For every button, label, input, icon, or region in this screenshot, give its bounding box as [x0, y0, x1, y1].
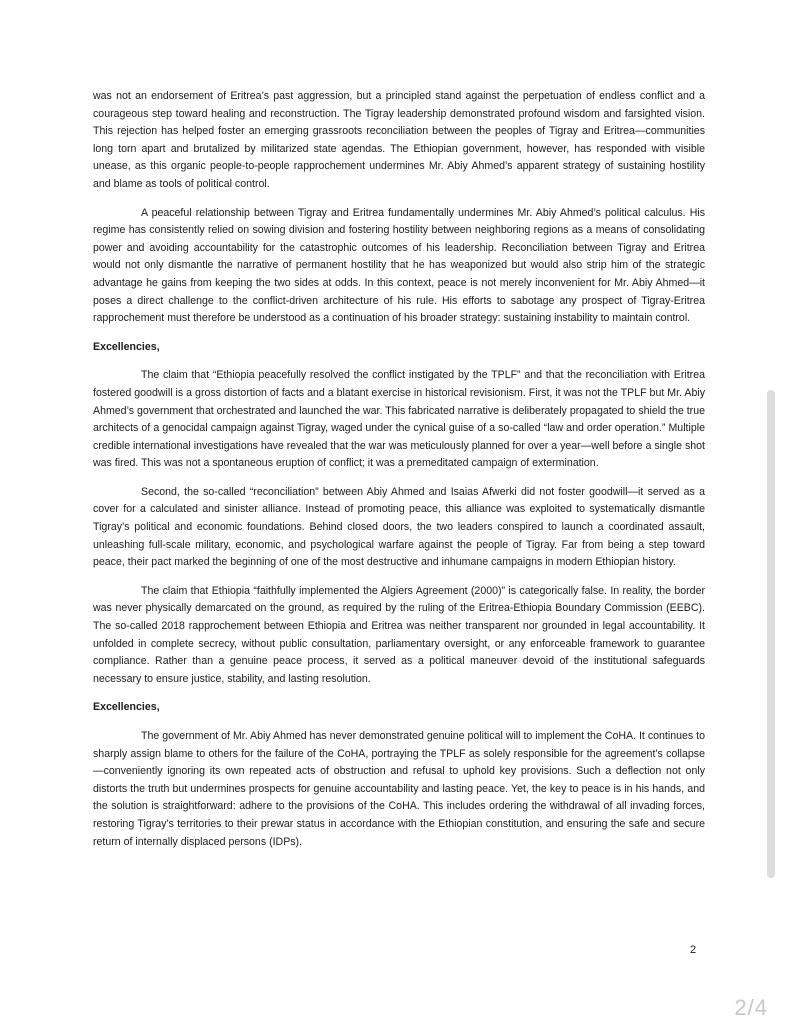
paragraph: was not an endorsement of Eritrea’s past aggression, but a principled stand against the perpetuation of endless conflict and a courageous step toward healing and reconstruction. The Tigray leadership demonstrated profound wisdom and farsighted vision. This rejection has helped foster an emerging grassroots reconciliation between the peoples of Tigray and Eritrea—communities long torn apart and brutalized by militarized state agendas. The Ethiopian government, however, has responded with visible unease, as this organic people-to-people rapprochement undermines Mr. Abiy Ahmed’s apparent strategy of sustaining hostility and blame as tools of political control.: [93, 90, 705, 190]
page-number: 2: [690, 944, 697, 956]
section-heading: Excellencies,: [93, 340, 160, 353]
paragraph: A peaceful relationship between Tigray and Eritrea fundamentally undermines Mr. Abiy Ahmed’s political calculus. His regime has consistently relied on sowing division and fostering hostility between neighboring regions as a means of consolidating power and avoiding accountability for the catastrophic outcomes of his leadership. Reconciliation between Tigray and Eritrea would not only dismantle the narrative of permanent hostility that he has weaponized but would also strip him of the strategic advantage he gains from keeping the two sides at odds. In this context, peace is not merely inconvenient for Mr. Abiy Ahmed—it poses a direct challenge to the conflict-driven architecture of his rule. His efforts to sabotage any prospect of Tigray-Eritrea rapprochement must therefore be understood as a continuation of his broader strategy: sustaining instability to maintain control.: [93, 206, 705, 325]
vertical-scrollbar[interactable]: [767, 390, 775, 878]
paragraph: The claim that “Ethiopia peacefully resolved the conflict instigated by the TPLF” and that the reconciliation with Eritrea fostered goodwill is a gross distortion of facts and a blatant exercise in historical revisionism. First, it was not the TPLF but Mr. Abiy Ahmed’s government that orchestrated and launched the war. This fabricated narrative is deliberately propagated to shield the true architects of a genocidal campaign against Tigray, waged under the cynical guise of a so-called “law and order operation.” Multiple credible international investigations have revealed that the war was meticulously planned for over a year—well before a single shot was fired. This was not a spontaneous eruption of conflict; it was a premeditated campaign of extermination.: [93, 369, 705, 470]
paragraph: The government of Mr. Abiy Ahmed has never demonstrated genuine political will to implement the CoHA. It continues to sharply assign blame to others for the failure of the CoHA, portraying the TPLF as solely responsible for the agreement’s collapse—conveniently ignoring its own repeated acts of obstruction and refusal to uphold key provisions. Such a deflection not only distorts the truth but undermines prospects for genuine accountability and lasting peace. Yet, the key to peace is in his hands, and the solution is straightforward: adhere to the provisions of the CoHA. This includes ordering the withdrawal of all invading forces, restoring Tigray’s territories to their prewar status in accordance with the Ethiopian constitution, and ensuring the safe and secure return of internally displaced persons (IDPs).: [93, 730, 705, 848]
paragraph: Second, the so-called “reconciliation” between Abiy Ahmed and Isaias Afwerki did not foster goodwill—it served as a cover for a calculated and sinister alliance. Instead of promoting peace, this alliance was exploited to systematically dismantle Tigray’s political and economic foundations. Behind closed doors, the two leaders conspired to launch a coordinated assault, unleashing full-scale military, economic, and psychological warfare against the people of Tigray. Far from being a step toward peace, their pact marked the beginning of one of the most destructive and inhumane campaigns in modern Ethiopian history.: [93, 485, 705, 569]
page-counter: 2/4: [734, 995, 768, 1020]
paragraph: The claim that Ethiopia “faithfully implemented the Algiers Agreement (2000)” is categorically false. In reality, the border was never physically demarcated on the ground, as required by the ruling of the Eritrea-Ethiopia Boundary Commission (EEBC). The so-called 2018 rapprochement between Ethiopia and Eritrea was neither transparent nor grounded in legal accountability. It unfolded in complete secrecy, without public consultation, parliamentary oversight, or any enforceable framework to guarantee compliance. Rather than a genuine peace process, it served as a political maneuver devoid of the institutional safeguards necessary to ensure justice, stability, and lasting resolution.: [93, 584, 705, 685]
document-page: [93, 88, 705, 862]
section-heading: Excellencies,: [93, 701, 160, 714]
